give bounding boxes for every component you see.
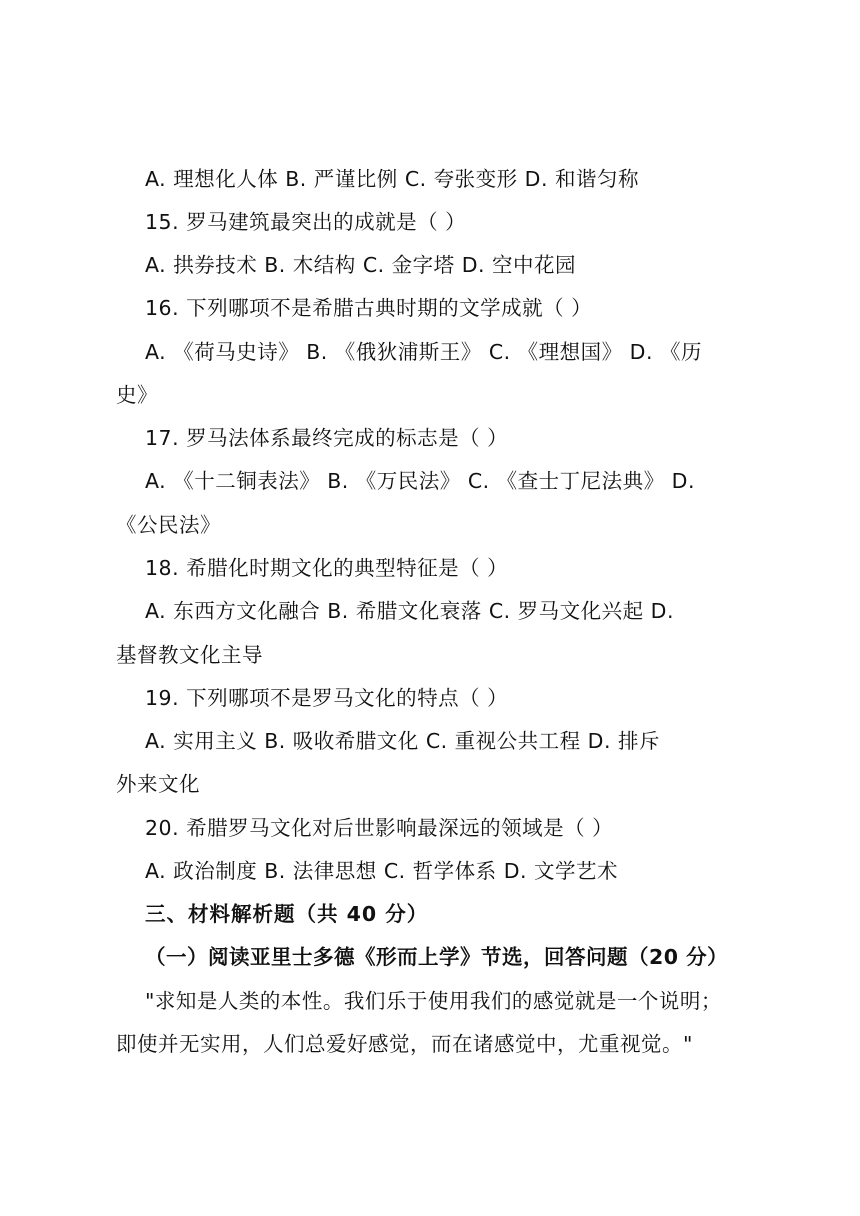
q16-options: A. 《荷马史诗》 B. 《俄狄浦斯王》 C. 《理想国》 D. 《历 (145, 340, 703, 364)
q17-stem: 17. 罗马法体系最终完成的标志是（ ） (145, 426, 509, 450)
q18-options-cont: 基督教文化主导 (116, 643, 263, 667)
material-intro: （一）阅读亚里士多德《形而上学》节选，回答问题（20 分） (145, 945, 729, 969)
q19-options-cont: 外来文化 (116, 772, 200, 796)
q15-options: A. 拱券技术 B. 木结构 C. 金字塔 D. 空中花园 (145, 253, 577, 277)
quote-line-2: 即使并无实用，人们总爱好感觉，而在诸感觉中，尤重视觉。" (116, 1032, 693, 1056)
q18-stem: 18. 希腊化时期文化的典型特征是（ ） (145, 556, 509, 580)
q14-options: A. 理想化人体 B. 严谨比例 C. 夸张变形 D. 和谐匀称 (145, 167, 640, 191)
section-heading: 三、材料解析题（共 40 分） (145, 902, 429, 926)
q15-stem: 15. 罗马建筑最突出的成就是（ ） (145, 210, 467, 234)
quote-line-1: "求知是人类的本性。我们乐于使用我们的感觉就是一个说明； (145, 989, 722, 1013)
q17-options: A. 《十二铜表法》 B. 《万民法》 C. 《查士丁尼法典》 D. (145, 469, 695, 493)
q17-options-cont: 《公民法》 (116, 513, 221, 537)
q16-stem: 16. 下列哪项不是希腊古典时期的文学成就（ ） (145, 296, 593, 320)
q20-options: A. 政治制度 B. 法律思想 C. 哲学体系 D. 文学艺术 (145, 859, 619, 883)
q19-stem: 19. 下列哪项不是罗马文化的特点（ ） (145, 686, 509, 710)
q19-options: A. 实用主义 B. 吸收希腊文化 C. 重视公共工程 D. 排斥 (145, 729, 661, 753)
q16-options-cont: 史》 (116, 383, 158, 407)
q20-stem: 20. 希腊罗马文化对后世影响最深远的领域是（ ） (145, 816, 614, 840)
q18-options: A. 东西方文化融合 B. 希腊文化衰落 C. 罗马文化兴起 D. (145, 599, 674, 623)
